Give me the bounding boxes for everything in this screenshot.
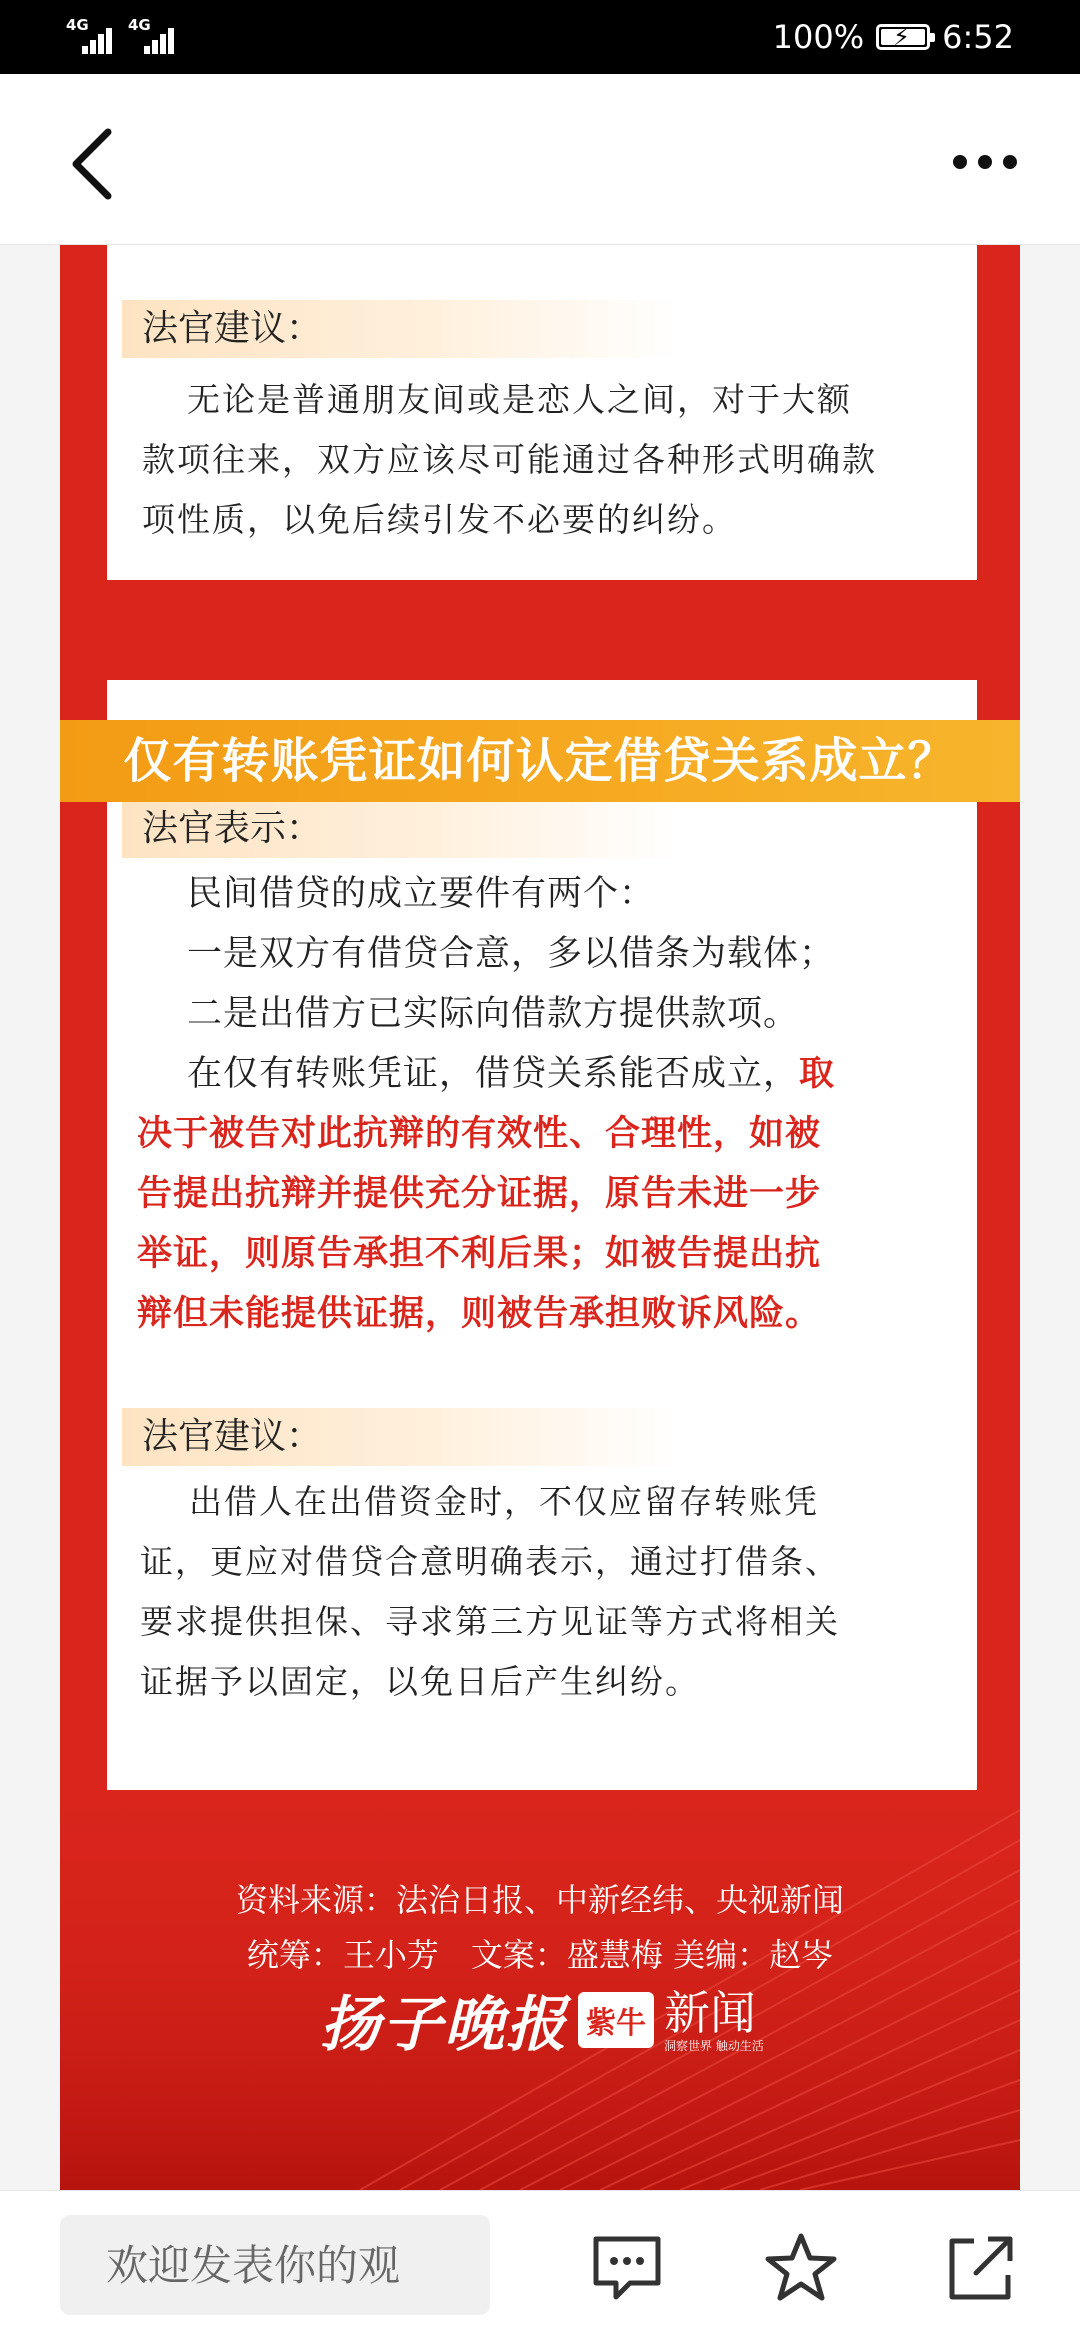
qa-card	[107, 680, 977, 1790]
logo-name: 扬子晚报	[320, 1990, 568, 2060]
highlight-line: 告提出抗辩并提供充分证据，原告未进一步	[137, 1174, 822, 1214]
comment-icon[interactable]	[590, 2231, 664, 2305]
battery-icon: ⚡	[876, 24, 930, 50]
question-banner: 仅有转账凭证如何认定借贷关系成立？	[60, 720, 1020, 802]
star-icon[interactable]	[764, 2231, 838, 2305]
paragraph-line: 一是双方有借贷合意，多以借条为载体；	[187, 934, 836, 974]
network-type-label: 4G	[66, 16, 89, 34]
battery-percent: 100%	[772, 18, 865, 56]
clock: 6:52	[942, 18, 1014, 56]
status-bar	[0, 0, 1080, 74]
paragraph-line: 证，更应对借贷合意明确表示，通过打借条、	[140, 1542, 840, 1581]
article-infographic	[60, 245, 1020, 2190]
paragraph-line: 二是出借方已实际向借款方提供款项。	[187, 994, 800, 1034]
paragraph-line-mixed	[187, 1044, 835, 1104]
section-header: 法官建议：	[122, 1408, 682, 1466]
paragraph-line: 无论是普通朋友间或是恋人之间，对于大额	[187, 380, 852, 419]
highlight-line: 辩但未能提供证据，则被告承担败诉风险。	[137, 1294, 822, 1334]
highlight-text: 取	[799, 1054, 836, 1094]
share-icon[interactable]	[944, 2231, 1018, 2305]
bottom-action-bar	[0, 2190, 1080, 2341]
paragraph-line: 出借人在出借资金时，不仅应留存转账凭	[189, 1482, 819, 1521]
highlight-line: 决于被告对此抗辩的有效性、合理性，如被	[137, 1114, 822, 1154]
paragraph-line: 要求提供担保、寻求第三方见证等方式将相关	[140, 1602, 840, 1641]
paragraph-line: 证据予以固定，以免日后产生纠纷。	[140, 1662, 700, 1701]
paragraph-line: 款项往来，双方应该尽可能通过各种形式明确款	[142, 440, 877, 479]
advice-card-1	[107, 245, 977, 580]
section-header: 法官建议：	[122, 300, 682, 358]
credits-staff: 统筹：王小芳 文案：盛慧梅 美编：赵岑	[246, 1936, 834, 1974]
paragraph-line: 项性质，以免后续引发不必要的纠纷。	[142, 500, 737, 539]
ellipsis-icon[interactable]	[950, 152, 1020, 172]
credits-source: 资料来源：法治日报、中新经纬、央视新闻	[235, 1881, 844, 1919]
chevron-left-icon[interactable]	[62, 124, 122, 204]
logo-badge: 紫牛	[578, 1992, 654, 2048]
network-type-label: 4G	[128, 16, 151, 34]
paragraph-line: 民间借贷的成立要件有两个：	[187, 874, 656, 914]
paragraph-text: 在仅有转账凭证，借贷关系能否成立，	[187, 1054, 800, 1094]
publisher-logo	[320, 1980, 764, 2060]
comment-input[interactable]	[60, 2215, 490, 2315]
logo-slogan: 洞察世界 触动生活	[664, 2039, 764, 2053]
nav-bar	[0, 74, 1080, 245]
highlight-line: 举证，则原告承担不利后果；如被告提出抗	[137, 1234, 822, 1274]
section-header: 法官表示：	[122, 800, 682, 858]
logo-news: 新闻	[664, 1986, 756, 2040]
